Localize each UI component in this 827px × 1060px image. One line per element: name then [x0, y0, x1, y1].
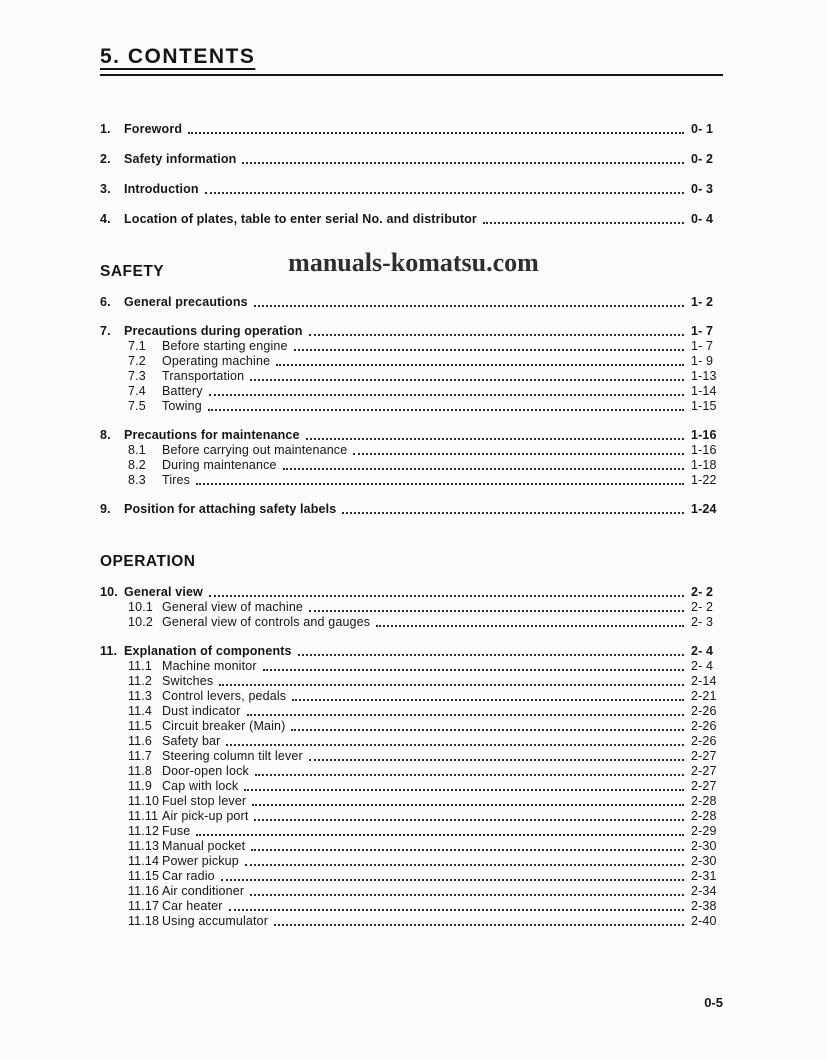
- toc-entry: [100, 295, 723, 310]
- toc-subentry: [100, 384, 723, 399]
- toc-entry: [100, 182, 723, 197]
- toc-subentry: [100, 824, 723, 839]
- dot-leader: [353, 443, 684, 455]
- toc-entry: [100, 502, 723, 517]
- entry-number: 11.3: [128, 689, 153, 703]
- toc-subentry: [100, 659, 723, 674]
- entry-label: Car radio: [162, 869, 215, 883]
- toc-subentry: [100, 339, 723, 354]
- dot-leader: [221, 869, 684, 881]
- toc-subentry: [100, 779, 723, 794]
- entry-number: 11.9: [128, 779, 153, 793]
- toc-entry: [100, 644, 723, 659]
- entry-label: Control levers, pedals: [162, 689, 287, 703]
- dot-leader: [283, 458, 684, 470]
- dot-leader: [229, 899, 684, 911]
- toc-subentry: [100, 704, 723, 719]
- entry-number: 1.: [100, 122, 111, 136]
- toc-subentry: [100, 615, 723, 630]
- entry-page-number: 2-40: [691, 914, 717, 928]
- entry-page-number: 2-28: [691, 794, 717, 808]
- toc-entry: [100, 585, 723, 600]
- entry-number: 7.3: [128, 369, 146, 383]
- entry-page-number: 2-26: [691, 719, 717, 733]
- entry-number: 11.16: [128, 884, 160, 898]
- entry-number: 11.12: [128, 824, 160, 838]
- toc-subentry: [100, 794, 723, 809]
- toc-subentry: [100, 869, 723, 884]
- entry-page-number: 2-14: [691, 674, 717, 688]
- toc-subentry: [100, 443, 723, 458]
- entry-label: Tires: [162, 473, 191, 487]
- entry-page-number: 2- 2: [691, 585, 714, 599]
- dot-leader: [196, 473, 684, 485]
- entry-page-number: 1-24: [691, 502, 717, 516]
- entry-label: Cap with lock: [162, 779, 239, 793]
- entry-label: Circuit breaker (Main): [162, 719, 286, 733]
- entry-label: During maintenance: [162, 458, 277, 472]
- entry-number: 11.4: [128, 704, 153, 718]
- entry-label: Air pick-up port: [162, 809, 249, 823]
- toc-subentry: [100, 734, 723, 749]
- section-heading: OPERATION: [100, 553, 196, 570]
- entry-page-number: 2-21: [691, 689, 717, 703]
- dot-leader: [250, 369, 684, 381]
- dot-leader: [263, 659, 684, 671]
- dot-leader: [252, 794, 684, 806]
- entry-number: 7.1: [128, 339, 146, 353]
- entry-page-number: 1-14: [691, 384, 717, 398]
- entry-number: 4.: [100, 212, 111, 226]
- dot-leader: [209, 384, 684, 396]
- entry-label: Door-open lock: [162, 764, 249, 778]
- entry-number: 11.8: [128, 764, 153, 778]
- toc-subentry: [100, 689, 723, 704]
- toc-subentry: [100, 914, 723, 929]
- entry-number: 11.2: [128, 674, 153, 688]
- toc-subentry: [100, 764, 723, 779]
- entry-number: 7.: [100, 324, 111, 338]
- entry-page-number: 2-27: [691, 764, 717, 778]
- entry-page-number: 1-15: [691, 399, 717, 413]
- entry-page-number: 2-30: [691, 854, 717, 868]
- entry-number: 8.3: [128, 473, 146, 487]
- entry-page-number: 1- 7: [691, 324, 714, 338]
- entry-page-number: 1- 7: [691, 339, 714, 353]
- toc-subentry: [100, 458, 723, 473]
- dot-leader: [483, 212, 684, 224]
- entry-page-number: 2-27: [691, 779, 717, 793]
- toc-subentry: [100, 600, 723, 615]
- entry-page-number: 2- 2: [691, 600, 714, 614]
- dot-leader: [205, 182, 684, 194]
- toc-subentry: [100, 749, 723, 764]
- entry-page-number: 1-16: [691, 428, 717, 442]
- entry-number: 2.: [100, 152, 111, 166]
- entry-number: 11.: [100, 644, 118, 658]
- entry-label: Precautions during operation: [124, 324, 303, 338]
- dot-leader: [292, 689, 684, 701]
- dot-leader: [247, 704, 684, 716]
- dot-leader: [219, 674, 684, 686]
- entry-page-number: 2-26: [691, 704, 717, 718]
- entry-page-number: 1-22: [691, 473, 717, 487]
- entry-page-number: 2-28: [691, 809, 717, 823]
- dot-leader: [242, 152, 684, 164]
- entry-label: Introduction: [124, 182, 199, 196]
- dot-leader: [188, 122, 684, 134]
- entry-label: Switches: [162, 674, 214, 688]
- dot-leader: [255, 764, 684, 776]
- entry-number: 7.4: [128, 384, 146, 398]
- page-title: 5. CONTENTS: [100, 45, 256, 68]
- entry-label: General view of machine: [162, 600, 304, 614]
- entry-label: Location of plates, table to enter serial No. and distributor: [124, 212, 477, 226]
- entry-page-number: 1-18: [691, 458, 717, 472]
- entry-label: General view of controls and gauges: [162, 615, 371, 629]
- dot-leader: [226, 734, 684, 746]
- toc-subentry: [100, 854, 723, 869]
- dot-leader: [254, 295, 684, 307]
- entry-page-number: 2-26: [691, 734, 717, 748]
- dot-leader: [274, 914, 684, 926]
- dot-leader: [309, 749, 684, 761]
- entry-label: Explanation of components: [124, 644, 292, 658]
- entry-label: General view: [124, 585, 203, 599]
- toc-subentry: [100, 719, 723, 734]
- entry-number: 11.1: [128, 659, 153, 673]
- entry-page-number: 2-29: [691, 824, 717, 838]
- footer-page-number: 0-5: [704, 995, 723, 1010]
- toc-entry: [100, 212, 723, 227]
- toc-subentry: [100, 473, 723, 488]
- dot-leader: [309, 324, 684, 336]
- toc-subentry: [100, 899, 723, 914]
- toc-subentry: [100, 809, 723, 824]
- dot-leader: [376, 615, 684, 627]
- table-of-contents: [100, 122, 723, 929]
- entry-label: Car heater: [162, 899, 223, 913]
- toc-subentry: [100, 674, 723, 689]
- entry-number: 6.: [100, 295, 111, 309]
- page-title-block: [100, 45, 723, 76]
- entry-label: Safety bar: [162, 734, 221, 748]
- entry-page-number: 0- 4: [691, 212, 714, 226]
- entry-label: Fuel stop lever: [162, 794, 247, 808]
- entry-label: General precautions: [124, 295, 248, 309]
- dot-leader: [276, 354, 684, 366]
- entry-number: 10.: [100, 585, 118, 599]
- entry-page-number: 1- 2: [691, 295, 714, 309]
- entry-number: 8.2: [128, 458, 146, 472]
- entry-number: 11.18: [128, 914, 160, 928]
- entry-page-number: 2-27: [691, 749, 717, 763]
- entry-number: 11.15: [128, 869, 160, 883]
- entry-label: Battery: [162, 384, 203, 398]
- toc-section-front-matter: [100, 122, 723, 227]
- toc-subentry: [100, 399, 723, 414]
- entry-page-number: 2-30: [691, 839, 717, 853]
- entry-label: Transportation: [162, 369, 245, 383]
- entry-number: 11.11: [128, 809, 159, 823]
- entry-page-number: 1-13: [691, 369, 717, 383]
- entry-label: Steering column tilt lever: [162, 749, 303, 763]
- entry-number: 3.: [100, 182, 111, 196]
- entry-page-number: 1- 9: [691, 354, 714, 368]
- entry-label: Safety information: [124, 152, 237, 166]
- dot-leader: [291, 719, 684, 731]
- entry-page-number: 2-34: [691, 884, 717, 898]
- dot-leader: [298, 644, 684, 656]
- entry-label: Towing: [162, 399, 202, 413]
- entry-label: Manual pocket: [162, 839, 246, 853]
- entry-page-number: 0- 3: [691, 182, 714, 196]
- toc-section-operation: [100, 553, 723, 929]
- entry-number: 11.6: [128, 734, 153, 748]
- dot-leader: [342, 502, 684, 514]
- entry-page-number: 2- 4: [691, 659, 714, 673]
- entry-number: 9.: [100, 502, 111, 516]
- entry-page-number: 2- 3: [691, 615, 714, 629]
- entry-number: 8.: [100, 428, 111, 442]
- toc-subentry: [100, 354, 723, 369]
- toc-section-safety: [100, 263, 723, 517]
- toc-subentry: [100, 884, 723, 899]
- entry-label: Using accumulator: [162, 914, 269, 928]
- dot-leader: [245, 854, 684, 866]
- dot-leader: [254, 809, 684, 821]
- entry-number: 11.5: [128, 719, 153, 733]
- dot-leader: [250, 884, 684, 896]
- entry-number: 7.2: [128, 354, 146, 368]
- entry-label: Before carrying out maintenance: [162, 443, 348, 457]
- entry-label: Dust indicator: [162, 704, 241, 718]
- dot-leader: [251, 839, 684, 851]
- entry-number: 7.5: [128, 399, 146, 413]
- entry-label: Operating machine: [162, 354, 271, 368]
- entry-number: 11.14: [128, 854, 160, 868]
- entry-label: Position for attaching safety labels: [124, 502, 337, 516]
- entry-number: 11.10: [128, 794, 160, 808]
- toc-entry: [100, 152, 723, 167]
- entry-number: 11.13: [128, 839, 160, 853]
- entry-label: Fuse: [162, 824, 191, 838]
- entry-page-number: 1-16: [691, 443, 717, 457]
- dot-leader: [196, 824, 684, 836]
- entry-page-number: 2- 4: [691, 644, 714, 658]
- entry-number: 10.1: [128, 600, 153, 614]
- entry-label: Air conditioner: [162, 884, 245, 898]
- entry-page-number: 2-38: [691, 899, 717, 913]
- dot-leader: [208, 399, 684, 411]
- entry-label: Machine monitor: [162, 659, 257, 673]
- entry-label: Foreword: [124, 122, 183, 136]
- section-heading: SAFETY: [100, 263, 165, 280]
- entry-label: Before starting engine: [162, 339, 288, 353]
- dot-leader: [294, 339, 684, 351]
- toc-subentry: [100, 839, 723, 854]
- dot-leader: [244, 779, 684, 791]
- dot-leader: [309, 600, 684, 612]
- toc-entry: [100, 428, 723, 443]
- toc-subentry: [100, 369, 723, 384]
- watermark-text: manuals-komatsu.com: [288, 248, 539, 277]
- entry-label: Power pickup: [162, 854, 239, 868]
- dot-leader: [306, 428, 684, 440]
- entry-label: Precautions for maintenance: [124, 428, 300, 442]
- entry-number: 11.7: [128, 749, 153, 763]
- entry-page-number: 0- 1: [691, 122, 714, 136]
- toc-entry: [100, 122, 723, 137]
- dot-leader: [209, 585, 684, 597]
- entry-number: 8.1: [128, 443, 146, 457]
- entry-number: 11.17: [128, 899, 160, 913]
- toc-entry: [100, 324, 723, 339]
- entry-page-number: 0- 2: [691, 152, 714, 166]
- entry-page-number: 2-31: [691, 869, 717, 883]
- entry-number: 10.2: [128, 615, 153, 629]
